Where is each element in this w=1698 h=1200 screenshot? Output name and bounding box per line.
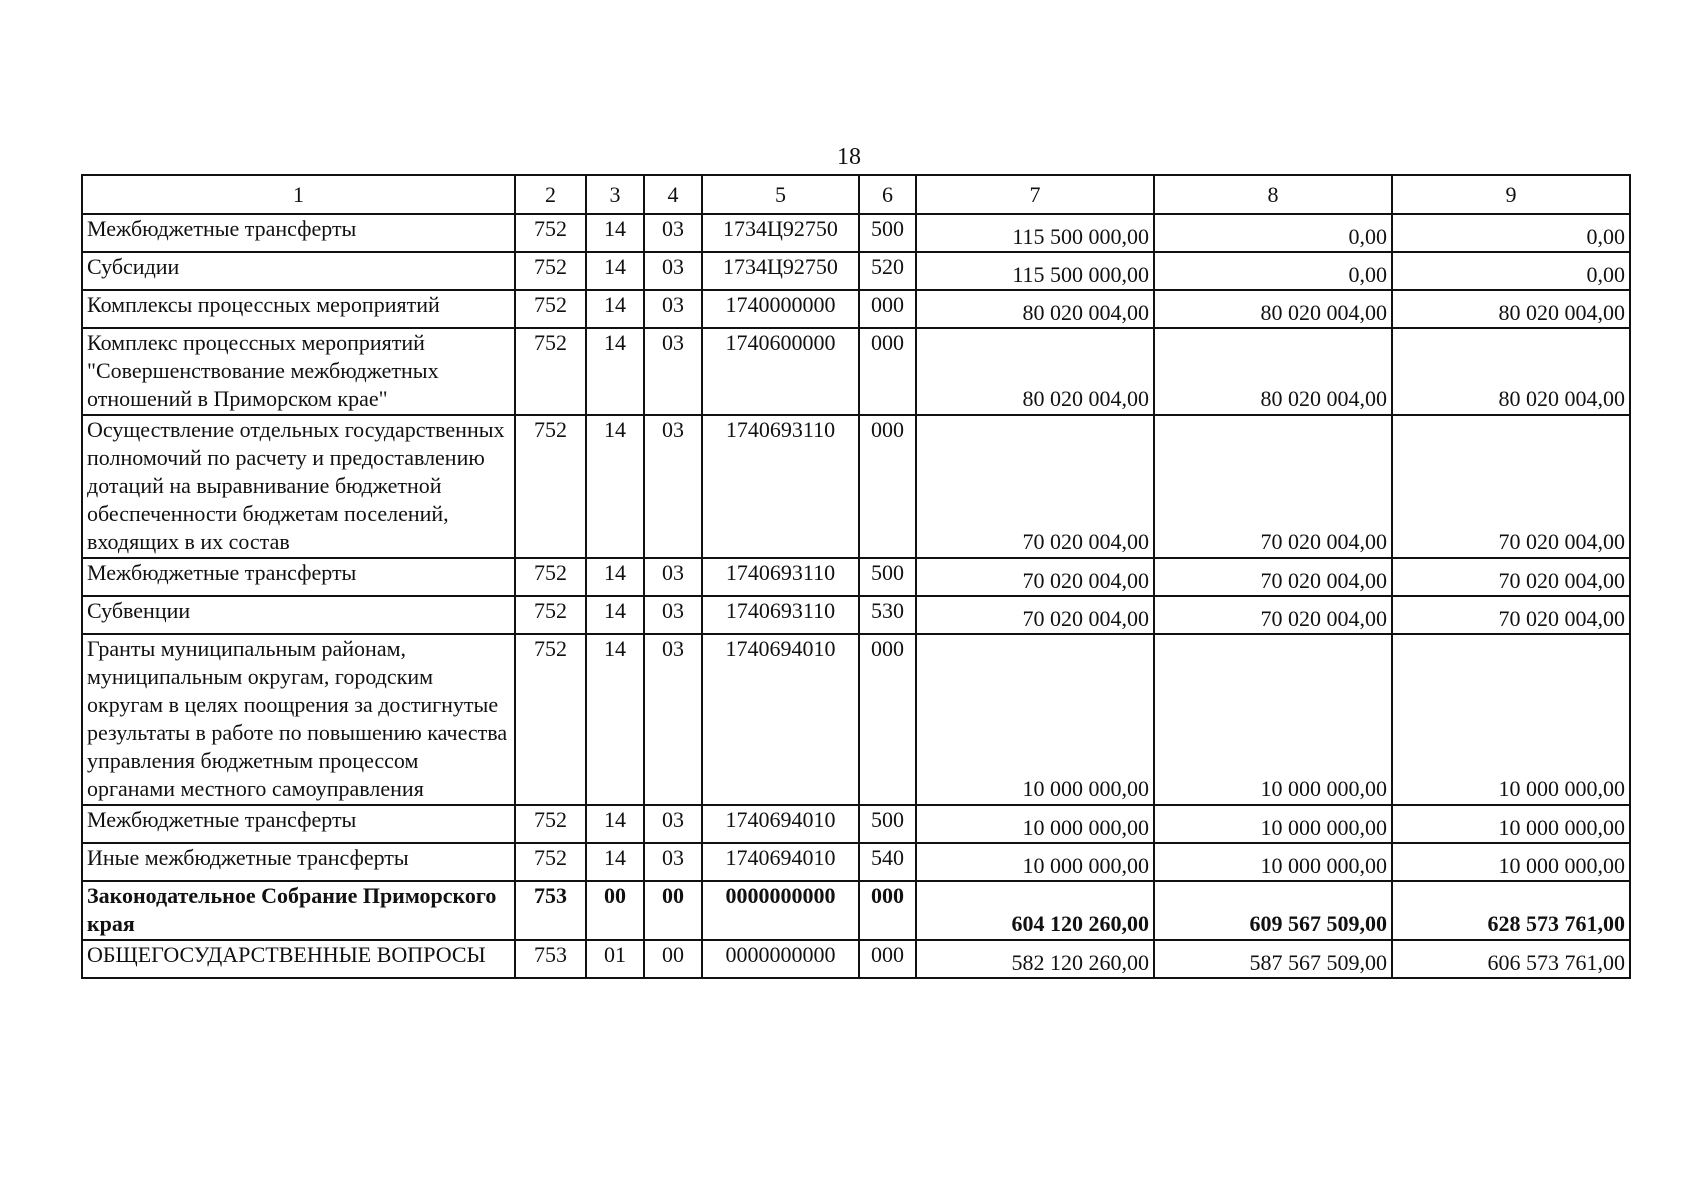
section-code-cell: 14 (586, 843, 644, 881)
amount-col-8-cell: 0,00 (1154, 214, 1392, 252)
target-article-cell: 1734Ц92750 (702, 214, 859, 252)
subsection-code-cell: 03 (644, 596, 702, 634)
section-code-cell: 14 (586, 558, 644, 596)
amount-col-8-cell: 80 020 004,00 (1154, 328, 1392, 415)
amount-col-9-cell: 80 020 004,00 (1392, 290, 1630, 328)
ministry-code-cell: 752 (515, 596, 586, 634)
header-col-2: 2 (515, 175, 586, 214)
amount-col-7-cell: 10 000 000,00 (916, 634, 1154, 805)
amount-col-7-cell: 582 120 260,00 (916, 940, 1154, 978)
amount-col-9-cell: 10 000 000,00 (1392, 634, 1630, 805)
amount-col-8-cell: 10 000 000,00 (1154, 634, 1392, 805)
section-code-cell: 14 (586, 805, 644, 843)
amount-col-7-cell: 115 500 000,00 (916, 252, 1154, 290)
item-name-cell: Законодательное Собрание Приморского края (82, 881, 515, 940)
expense-type-cell: 000 (859, 415, 916, 558)
target-article-cell: 1740694010 (702, 805, 859, 843)
subsection-code-cell: 03 (644, 415, 702, 558)
subsection-code-cell: 03 (644, 558, 702, 596)
item-name-cell: Субсидии (82, 252, 515, 290)
section-code-cell: 14 (586, 252, 644, 290)
item-name-cell: Иные межбюджетные трансферты (82, 843, 515, 881)
section-code-cell: 14 (586, 328, 644, 415)
amount-col-8-cell: 70 020 004,00 (1154, 415, 1392, 558)
section-code-cell: 14 (586, 596, 644, 634)
header-col-5: 5 (702, 175, 859, 214)
table-row (82, 805, 1630, 843)
subsection-code-cell: 03 (644, 328, 702, 415)
header-col-8: 8 (1154, 175, 1392, 214)
amount-col-7-cell: 604 120 260,00 (916, 881, 1154, 940)
target-article-cell: 1740600000 (702, 328, 859, 415)
amount-col-8-cell: 70 020 004,00 (1154, 596, 1392, 634)
amount-col-9-cell: 0,00 (1392, 214, 1630, 252)
ministry-code-cell: 752 (515, 290, 586, 328)
ministry-code-cell: 752 (515, 328, 586, 415)
amount-col-7-cell: 115 500 000,00 (916, 214, 1154, 252)
target-article-cell: 1740693110 (702, 415, 859, 558)
subsection-code-cell: 03 (644, 805, 702, 843)
table-row (82, 252, 1630, 290)
item-name-cell: ОБЩЕГОСУДАРСТВЕННЫЕ ВОПРОСЫ (82, 940, 515, 978)
item-name-cell: Межбюджетные трансферты (82, 214, 515, 252)
table-row (82, 940, 1630, 978)
target-article-cell: 0000000000 (702, 940, 859, 978)
amount-col-9-cell: 628 573 761,00 (1392, 881, 1630, 940)
amount-col-7-cell: 80 020 004,00 (916, 328, 1154, 415)
amount-col-8-cell: 80 020 004,00 (1154, 290, 1392, 328)
ministry-code-cell: 752 (515, 805, 586, 843)
expense-type-cell: 500 (859, 805, 916, 843)
header-col-1: 1 (82, 175, 515, 214)
amount-col-9-cell: 10 000 000,00 (1392, 843, 1630, 881)
item-name-cell: Межбюджетные трансферты (82, 558, 515, 596)
expense-type-cell: 540 (859, 843, 916, 881)
expense-type-cell: 530 (859, 596, 916, 634)
table-row (82, 290, 1630, 328)
target-article-cell: 1740693110 (702, 558, 859, 596)
budget-table (81, 174, 1631, 979)
amount-col-8-cell: 10 000 000,00 (1154, 843, 1392, 881)
table-row (82, 881, 1630, 940)
table-row (82, 415, 1630, 558)
expense-type-cell: 000 (859, 290, 916, 328)
item-name-cell: Субвенции (82, 596, 515, 634)
target-article-cell: 1740694010 (702, 843, 859, 881)
amount-col-7-cell: 10 000 000,00 (916, 843, 1154, 881)
expense-type-cell: 000 (859, 940, 916, 978)
section-code-cell: 14 (586, 214, 644, 252)
item-name-cell: Межбюджетные трансферты (82, 805, 515, 843)
subsection-code-cell: 03 (644, 634, 702, 805)
table-row (82, 214, 1630, 252)
amount-col-9-cell: 10 000 000,00 (1392, 805, 1630, 843)
section-code-cell: 14 (586, 415, 644, 558)
header-col-4: 4 (644, 175, 702, 214)
item-name-cell: Осуществление отдельных государственных полномочий по расчету и предоставлению дотаций на выравнивание бюджетной обеспеченности бюджетам поселений, входящих в их состав (82, 415, 515, 558)
amount-col-9-cell: 0,00 (1392, 252, 1630, 290)
subsection-code-cell: 03 (644, 252, 702, 290)
expense-type-cell: 000 (859, 634, 916, 805)
amount-col-9-cell: 606 573 761,00 (1392, 940, 1630, 978)
page-number: 18 (837, 144, 861, 170)
expense-type-cell: 500 (859, 214, 916, 252)
target-article-cell: 1740000000 (702, 290, 859, 328)
amount-col-8-cell: 609 567 509,00 (1154, 881, 1392, 940)
ministry-code-cell: 752 (515, 634, 586, 805)
table-row (82, 558, 1630, 596)
header-row (82, 175, 1630, 214)
section-code-cell: 00 (586, 881, 644, 940)
ministry-code-cell: 752 (515, 558, 586, 596)
ministry-code-cell: 752 (515, 415, 586, 558)
amount-col-7-cell: 80 020 004,00 (916, 290, 1154, 328)
ministry-code-cell: 753 (515, 881, 586, 940)
ministry-code-cell: 752 (515, 843, 586, 881)
amount-col-7-cell: 70 020 004,00 (916, 415, 1154, 558)
section-code-cell: 14 (586, 290, 644, 328)
target-article-cell: 0000000000 (702, 881, 859, 940)
ministry-code-cell: 752 (515, 252, 586, 290)
ministry-code-cell: 752 (515, 214, 586, 252)
amount-col-8-cell: 587 567 509,00 (1154, 940, 1392, 978)
subsection-code-cell: 03 (644, 214, 702, 252)
amount-col-8-cell: 0,00 (1154, 252, 1392, 290)
section-code-cell: 14 (586, 634, 644, 805)
subsection-code-cell: 03 (644, 290, 702, 328)
item-name-cell: Комплексы процессных мероприятий (82, 290, 515, 328)
target-article-cell: 1734Ц92750 (702, 252, 859, 290)
amount-col-7-cell: 70 020 004,00 (916, 558, 1154, 596)
expense-type-cell: 000 (859, 881, 916, 940)
amount-col-9-cell: 70 020 004,00 (1392, 558, 1630, 596)
expense-type-cell: 500 (859, 558, 916, 596)
table-row (82, 843, 1630, 881)
subsection-code-cell: 00 (644, 940, 702, 978)
expense-type-cell: 000 (859, 328, 916, 415)
amount-col-8-cell: 10 000 000,00 (1154, 805, 1392, 843)
subsection-code-cell: 03 (644, 843, 702, 881)
target-article-cell: 1740694010 (702, 634, 859, 805)
expense-type-cell: 520 (859, 252, 916, 290)
table-row (82, 596, 1630, 634)
header-col-7: 7 (916, 175, 1154, 214)
amount-col-9-cell: 70 020 004,00 (1392, 596, 1630, 634)
ministry-code-cell: 753 (515, 940, 586, 978)
item-name-cell: Комплекс процессных мероприятий "Совершенствование межбюджетных отношений в Приморском крае" (82, 328, 515, 415)
target-article-cell: 1740693110 (702, 596, 859, 634)
amount-col-7-cell: 70 020 004,00 (916, 596, 1154, 634)
amount-col-9-cell: 70 020 004,00 (1392, 415, 1630, 558)
amount-col-7-cell: 10 000 000,00 (916, 805, 1154, 843)
header-col-3: 3 (586, 175, 644, 214)
section-code-cell: 01 (586, 940, 644, 978)
table-row (82, 328, 1630, 415)
table-row (82, 634, 1630, 805)
header-col-6: 6 (859, 175, 916, 214)
amount-col-8-cell: 70 020 004,00 (1154, 558, 1392, 596)
item-name-cell: Гранты муниципальным районам, муниципальным округам, городским округам в целях поощрения за достигнутые результаты в работе по повышению качества управления бюджетным процессом органами местного самоуправления (82, 634, 515, 805)
header-col-9: 9 (1392, 175, 1630, 214)
subsection-code-cell: 00 (644, 881, 702, 940)
amount-col-9-cell: 80 020 004,00 (1392, 328, 1630, 415)
